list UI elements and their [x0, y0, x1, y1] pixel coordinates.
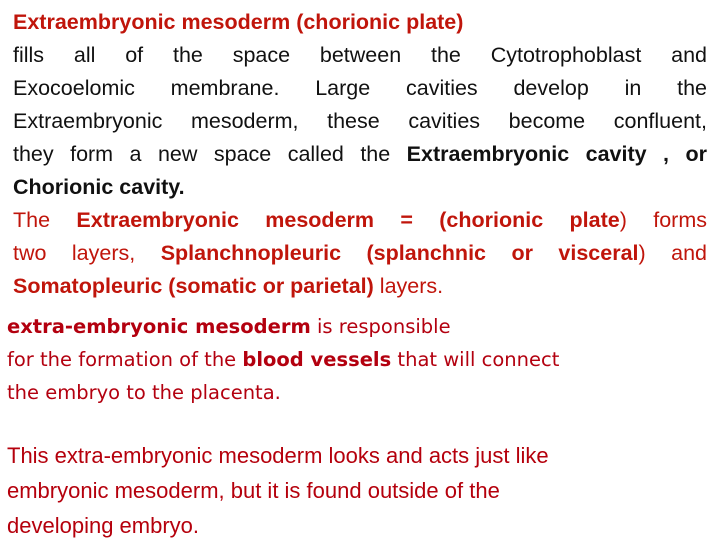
text-line: Extraembryonic mesoderm, these cavities become confluent,	[13, 109, 707, 133]
emphasized-term: Extraembryonic mesoderm = (chorionic plate	[76, 208, 620, 232]
summary-paragraph	[7, 438, 707, 543]
text-run: that will connect	[391, 348, 560, 371]
text-run: they form a new space called the	[13, 142, 407, 166]
emphasized-term: Extraembryonic cavity , or	[406, 142, 707, 166]
blood-vessels-paragraph	[7, 310, 707, 409]
text-line: embryonic mesoderm, but it is found outside of the	[7, 478, 500, 503]
emphasized-term: Somatopleuric (somatic or parietal)	[13, 274, 374, 298]
emphasized-term: Splanchnopleuric (splanchnic or visceral	[160, 241, 639, 265]
text-line	[13, 270, 707, 303]
text-line: Exocoelomic membrane. Large cavities develop in the	[13, 76, 707, 100]
text-run: ) and	[638, 241, 707, 265]
text-line	[13, 204, 707, 237]
text-line: fills all of the space between the Cytotrophoblast and	[13, 43, 707, 67]
text-run: ) forms	[619, 208, 707, 232]
text-line	[13, 171, 707, 204]
text-line: This extra-embryonic mesoderm looks and acts just like	[7, 443, 549, 468]
text-run: for the formation of the	[7, 348, 243, 371]
chorionic-plate-paragraph	[13, 6, 707, 303]
text-run: two layers,	[13, 241, 161, 265]
text-run: layers.	[373, 274, 444, 298]
text-line	[7, 310, 707, 343]
text-run: is responsible	[310, 315, 451, 338]
text-line	[13, 237, 707, 270]
emphasized-term: extra-embryonic mesoderm	[7, 315, 311, 338]
emphasized-term: Chorionic cavity.	[13, 175, 185, 199]
text-line: the embryo to the placenta.	[7, 381, 281, 404]
emphasized-term: blood vessels	[242, 348, 392, 371]
text-line	[7, 343, 707, 376]
section-title: Extraembryonic mesoderm (chorionic plate)	[13, 10, 464, 34]
text-line	[13, 138, 707, 171]
text-run: The	[13, 208, 77, 232]
text-line: developing embryo.	[7, 513, 200, 538]
